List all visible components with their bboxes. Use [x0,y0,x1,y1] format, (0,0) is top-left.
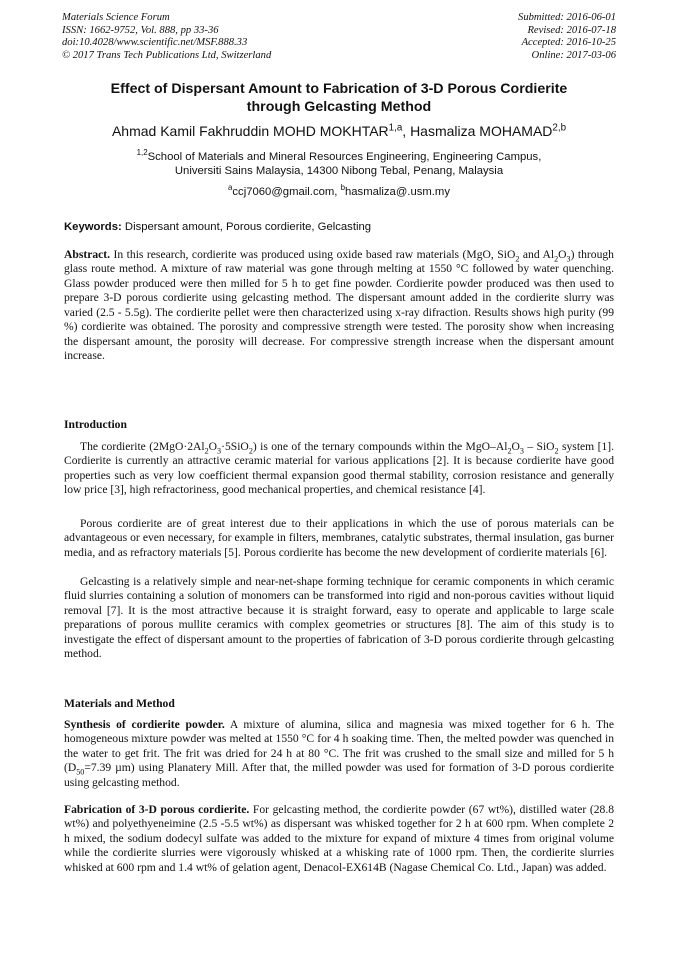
affiliation [40,150,638,178]
subscript: 2 [554,446,559,456]
subscript: 2 [554,254,559,264]
abstract-text: In this research, cordierite was produced using oxide based raw materials (MgO, SiO [110,248,516,261]
emails [40,183,638,198]
author-list [20,123,658,139]
paper-title [40,80,638,116]
subscript: 50 [76,767,85,777]
abstract-text: and Al [519,248,555,261]
email-b-sup: b [340,183,345,193]
email-b[interactable]: hasmaliza@.usm.my [344,186,450,198]
intro-text: system [1]. Cordierite is currently an attractive ceramic material for various applications [2]. It is because cordierite have good properties such as very low coefficient thermal expansion good thermal stability, corrosion resistance and generally low price [3], high refractoriness, good mechanical properties, and chemical resistance [4]. [64,440,614,497]
intro-text: O [511,440,520,453]
fabrication-paragraph [64,803,614,875]
subscript: 2 [515,254,520,264]
affil-line-2: Universiti Sains Malaysia, 14300 Nibong Tebal, Penang, Malaysia [174,165,504,177]
title-line-1: Effect of Dispersant Amount to Fabrication of 3-D Porous Cordierite [110,81,568,97]
email-a-sup: a [228,183,233,193]
submitted-date: Submitted: 2016-06-01 [518,12,616,23]
author-separator: , [402,123,411,139]
subscript: 3 [566,254,571,264]
intro-text: ) is one of the ternary compounds within the MgO–Al [252,440,508,453]
title-line-2: through Gelcasting Method [246,99,432,115]
email-separator: , [334,186,341,198]
author-2: Hasmaliza MOHAMAD [410,123,553,139]
fabrication-text: For gelcasting method, the cordierite powder (67 wt%), distilled water (28.8 wt%) and polyethyeneimine (2.5 -5.5 wt%) as dispersant was whisked together for 2 h at 600 rpm. When complete 2 h mixed, the sodium dodecyl sulfate was added to the mixture for expand of mixture 4 times from original volume while the cordierite slurries were vigorously whisked at a whisking rate of 1000 rpm. Then, the cordierite slurries whisked at 600 rpm and 1.4 wt% of gelation agent, Denacol-EX614B (Nagase Chemical Co. Ltd., Japan) was added. [64,803,615,874]
journal-doi[interactable]: doi:10.4028/www.scientific.net/MSF.888.33 [62,37,248,49]
journal-issn: ISSN: 1662-9752, Vol. 888, pp 33-36 [62,24,219,36]
intro-paragraph-1 [64,440,614,498]
intro-text: ·5SiO [221,440,249,453]
author-2-affil: 2,b [552,122,567,134]
keywords-label: Keywords: [64,221,122,233]
accepted-date: Accepted: 2016-10-25 [521,37,616,49]
intro-text: O [208,440,218,453]
subscript: 2 [507,446,512,456]
author-1-affil: 1,a [388,122,403,134]
subscript: 3 [519,446,524,456]
synthesis-paragraph [64,718,614,790]
subscript: 2 [248,446,253,456]
affil-sup: 1,2 [136,148,148,158]
keywords-text: Dispersant amount, Porous cordierite, Gelcasting [121,221,372,233]
intro-paragraph-3: Gelcasting is a relatively simple and near-net-shape forming technique for ceramic components in which ceramic fluid slurries containing a solution of monomers can be transformed into rigid and non-porous cavities without liquid removal [7]. It is the most attractive because it is straight forward, easy to operate and applicable to large scale preparations of porous mullite ceramics with complex geometries or structures [8]. The aim of this study is to investigate the effect of dispersant amount to the properties of fabrication of 3-D porous cordierite through gelcasting method. [64,575,614,661]
intro-paragraph-2: Porous cordierite are of great interest due to their applications in which the use of porous materials can be advantageous or even necessary, for example in filters, membranes, catalytic substrates, thermal insulation, gas burner media, and as refractory materials [5]. Porous cordierite has become the new development of cordierite materials [6]. [64,517,614,559]
affil-line-1: School of Materials and Mineral Resources Engineering, Engineering Campus, [147,151,542,163]
synthesis-label: Synthesis of cordierite powder. [64,718,225,731]
introduction-heading: Introduction [64,418,127,431]
journal-info [62,12,271,62]
submission-dates [518,12,616,62]
abstract-label: Abstract. [64,248,111,261]
subscript: 3 [217,446,222,456]
email-a[interactable]: ccj7060@gmail.com [232,186,335,198]
subscript: 2 [204,446,209,456]
synthesis-text: =7.39 µm) using Planatery Mill. After that, the milled powder was used for formation of 3-D porous cordierite using gelcasting method. [64,761,614,789]
keywords [64,221,371,233]
journal-name: Materials Science Forum [62,12,170,23]
methods-heading: Materials and Method [64,697,175,710]
author-1: Ahmad Kamil Fakhruddin MOHD MOKHTAR [111,123,389,139]
synthesis-text: A mixture of alumina, silica and magnesia was mixed together for 6 h. The homogeneous mixture powder was melted at 1550 °C for 4 h soaking time. Then, the melted powder was quenched in the water to get frit. The frit was dried for 24 h at 80 °C. The frit was crushed to the small size and milled for 5 h (D [64,718,614,775]
abstract-text: ) through glass route method. A mixture of raw material was gone through melting at 1550 °C followed by water quenching. Glass powder produced were then milled for 5 h to get fine powder. Cordierite powder produced was then used to prepare 3-D porous cordierite using gelcasting method. The dispersant amount added in the cordierite slurry was varied (2.5 - 5.5g). The cordierite pellet were then characterized using x-ray difraction. Results shows high purity (99 %) cordierite was obtained. The porosity and compressive strength were tested. The porosity show when increasing the dispersant amount, the porosity will decrease. For compressive strength increase when the dispersant amount increase. [64,248,614,363]
intro-text: The cordierite (2MgO·2Al [80,440,205,453]
abstract [64,248,614,364]
abstract-text: O [558,248,567,261]
revised-date: Revised: 2016-07-18 [527,24,616,36]
journal-copyright: © 2017 Trans Tech Publications Ltd, Switzerland [62,49,272,61]
online-date: Online: 2017-03-06 [531,49,616,61]
intro-text: – SiO [523,440,555,453]
fabrication-label: Fabrication of 3-D porous cordierite. [64,803,250,816]
